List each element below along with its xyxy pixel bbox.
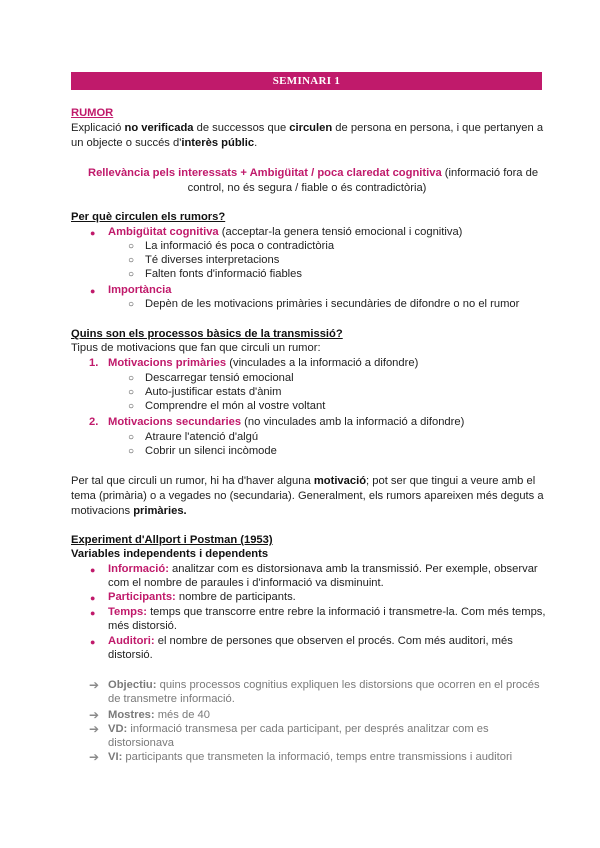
variable-time: Temps: temps que transcorre entre rebre la informació i transmetre-la. Com més temps, <box>108 606 546 618</box>
dependent-variable-line: VD: informació transmesa per cada participant, per després analitzar com es <box>108 723 489 735</box>
secondary-sub-item: Atraure l'atenció d'algú <box>145 431 259 443</box>
rumor-heading <box>71 106 113 121</box>
sub-bullet-icon: ○ <box>128 387 135 398</box>
rumor-formula-line2: control, no és segura / fiable o és contradictòria) <box>187 182 427 194</box>
seminar-banner: SEMINARI 1 <box>71 72 542 90</box>
rumor-definition-line1: Explicació no verificada de successos que circulen de persona en persona, i que pertanyen a <box>71 122 544 134</box>
bullet-icon: ● <box>90 608 96 618</box>
why-sub-item: Té diverses interpretacions <box>145 254 280 266</box>
dependent-variable-cont: distorsionava <box>108 737 174 749</box>
bullet-icon: ● <box>90 637 96 647</box>
why-sub-item: La informació és poca o contradictòria <box>145 240 335 252</box>
primary-motivations: Motivacions primàries (vinculades a la informació a difondre) <box>108 357 419 369</box>
sub-bullet-icon: ○ <box>128 446 135 457</box>
arrow-icon: ➔ <box>89 678 100 692</box>
rumor-definition-line2: un objecte o succés d'interès públic. <box>71 137 258 149</box>
rumor-formula-line1: Rellevància pels interessats + Ambigüitat / poca claredat cognitiva (informació fora de <box>88 167 539 179</box>
bullet-icon: ● <box>90 286 96 296</box>
secondary-sub-item: Cobrir un silenci incòmode <box>145 445 277 457</box>
sub-bullet-icon: ○ <box>128 432 135 443</box>
experiment-subheading: Variables independents i dependents <box>71 548 269 560</box>
motivation-paragraph-line2: tema (primària) o a vegades no (secundaria). Generalment, els rumors apareixen més deguts a <box>71 490 544 502</box>
variable-time-cont: més distorsió. <box>108 620 178 632</box>
primary-sub-item: Descarregar tensió emocional <box>145 372 294 384</box>
objective-line: Objectiu: quins processos cognitius expliquen les distorsions que ocorren en el procés <box>108 679 540 691</box>
bullet-icon: ● <box>90 228 96 238</box>
variable-audience: Auditori: el nombre de persones que observen el procés. Com més auditori, més <box>108 635 513 647</box>
why-sub-item: Depèn de les motivacions primàries i secundàries de difondre o no el rumor <box>145 298 520 310</box>
sub-bullet-icon: ○ <box>128 373 135 384</box>
sub-bullet-icon: ○ <box>128 299 135 310</box>
arrow-icon: ➔ <box>89 750 100 764</box>
sub-bullet-icon: ○ <box>128 255 135 266</box>
independent-variable-line: VI: participants que transmeten la informació, temps entre transmissions i auditori <box>108 751 513 763</box>
experiment-heading: Experiment d'Allport i Postman (1953) <box>71 534 273 546</box>
primary-sub-item: Auto-justificar estats d'ànim <box>145 386 282 398</box>
rumor-title: RUMOR <box>71 107 114 119</box>
sub-bullet-icon: ○ <box>128 241 135 252</box>
why-heading: Per què circulen els rumors? <box>71 211 226 223</box>
list-number: 2. <box>89 416 99 428</box>
arrow-icon: ➔ <box>89 722 100 736</box>
sub-bullet-icon: ○ <box>128 401 135 412</box>
motivation-paragraph-line3: motivacions primàries. <box>71 505 187 517</box>
variable-audience-cont: distorsió. <box>108 649 153 661</box>
variable-information-cont: com el nombre de paraules i d'informació va disminuint. <box>108 577 384 589</box>
primary-sub-item: Comprendre el món al vostre voltant <box>145 400 326 412</box>
list-number: 1. <box>89 357 99 369</box>
process-heading: Quins son els processos bàsics de la transmissió? <box>71 328 343 340</box>
why-item-ambiguity: Ambigüitat cognitiva (acceptar-la genera tensió emocional i cognitiva) <box>108 226 463 238</box>
arrow-icon: ➔ <box>89 708 100 722</box>
objective-line-cont: de transmetre informació. <box>108 693 235 705</box>
bullet-icon: ● <box>90 565 96 575</box>
why-item-importance: Importància <box>108 284 172 296</box>
samples-line: Mostres: més de 40 <box>108 709 210 721</box>
variable-participants: Participants: nombre de participants. <box>108 591 296 603</box>
process-intro: Tipus de motivacions que fan que circuli un rumor: <box>71 342 321 354</box>
secondary-motivations: Motivacions secundaries (no vinculades amb la informació a difondre) <box>108 416 465 428</box>
sub-bullet-icon: ○ <box>128 269 135 280</box>
why-sub-item: Falten fonts d'informació fiables <box>145 268 302 280</box>
motivation-paragraph-line1: Per tal que circuli un rumor, hi ha d'haver alguna motivació; pot ser que tingui a veure amb el <box>71 475 536 487</box>
variable-information: Informació: analitzar com es distorsionava amb la transmissió. Per exemple, observar <box>108 563 538 575</box>
bullet-icon: ● <box>90 593 96 603</box>
